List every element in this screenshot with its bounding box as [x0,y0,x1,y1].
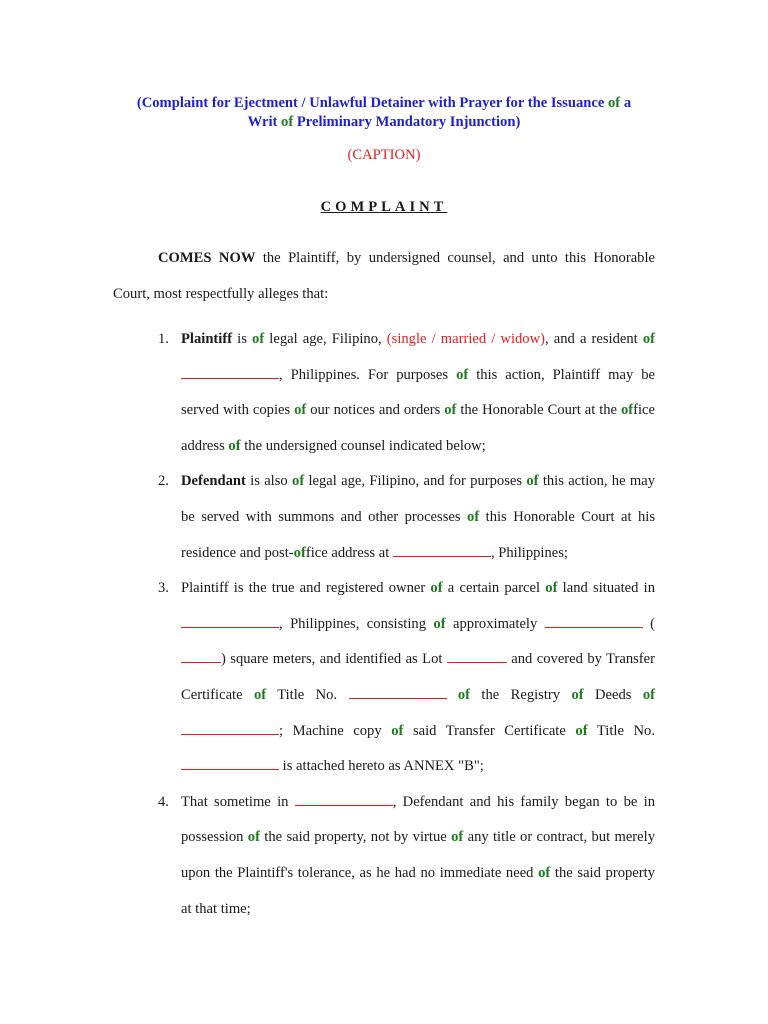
text-run: is also [245,473,293,490]
title-text-3: Writ [247,114,282,130]
text-run: this action, Plaintiff may be served with copies [181,366,655,419]
complaint-heading: COMPLAINT [320,199,448,215]
of-word: of [252,331,265,347]
date-blank[interactable] [295,793,393,806]
intro-paragraph [113,240,655,312]
text-run: is attached hereto as ANNEX "B"; [279,758,484,775]
text-run: our notices and orders [306,402,445,419]
text-run: , Philippines. For purposes [279,366,457,383]
list-item [113,785,655,927]
text-run: Plaintiff is the true and registered owner [181,580,431,597]
text-run: Deeds [583,686,643,703]
intro-bold: COMES NOW [158,250,256,266]
text-run: any title or contract, but merely upon the Plaintiff's tolerance, as he had no immediate need [181,829,655,881]
text-run: this Honorable Court at his residence and post- [181,508,656,561]
text-run: ( [650,615,655,632]
text-run: , Defendant and his family began to be in possession [181,793,655,846]
text-run: the Registry [470,686,572,703]
list-item [113,464,655,571]
text-run: Title No. [587,722,655,739]
text-run: ) square meters, and identified as Lot [221,651,447,668]
list-item [113,571,655,785]
of-word: of [642,331,656,347]
of-word: of [253,686,267,703]
lot-number-blank[interactable] [447,650,507,663]
text-run: , Philippines, consisting [279,615,434,632]
text-run: the undersigned counsel indicated below; [240,437,486,454]
text-run: the said property, not by virtue [259,829,452,846]
text-run: legal age, Filipino, and for purposes [304,473,527,490]
text-run: said Transfer Certificate [403,722,576,739]
document-title [80,94,688,132]
text-run [447,687,458,703]
list-item [113,322,655,464]
of-word: of [294,402,307,419]
of-word: of [451,829,464,846]
residence-blank[interactable] [181,366,279,379]
of-word: of [292,473,305,490]
title-number-blank[interactable] [349,686,447,699]
address-blank[interactable] [393,544,491,557]
location-blank[interactable] [181,615,279,628]
party-label: Plaintiff [181,331,233,347]
allegations-list [113,322,655,927]
text-run: the Honorable Court at the [456,402,621,419]
text-run: , Philippines; [490,544,568,561]
of-word: of [430,580,443,597]
area-number-blank[interactable] [181,650,221,663]
text-run: legal age, Filipino, [264,331,387,347]
title-text-2: a [620,95,632,111]
title-text-1: (Complaint for Ejectment / Unlawful Detainer with Prayer for the Issuance [136,95,608,111]
text-run: and covered by Transfer Certificate [181,651,656,703]
title-text-4: Preliminary Mandatory Injunction) [293,114,521,130]
of-word: of [444,402,457,419]
text-run: ; Machine copy [279,722,392,739]
title-of-2: of [281,114,294,130]
of-word: of [538,864,551,881]
text-run: is [232,331,253,347]
text-run: fice address [181,402,656,454]
text-run: a certain parcel [442,580,546,597]
of-word: of [456,366,469,383]
title-of-1: of [608,95,621,111]
of-word: of [642,686,655,703]
caption-placeholder: (CAPTION) [347,147,421,163]
of-word: of [526,473,539,490]
of-word: of [247,829,260,846]
of-word: of [467,508,480,525]
of-word: of [433,615,446,632]
text-run: this action, he may be served with summons and other processes [181,473,656,525]
of-word: of [575,722,588,739]
area-words-blank[interactable] [545,615,643,628]
of-word: of [571,686,584,703]
of-word: of [457,686,471,703]
text-run: land situated in [557,580,655,597]
of-word: of [293,544,306,561]
item-number: 4. [158,793,169,810]
text-run: the said property at that time; [181,864,655,917]
registry-blank[interactable] [181,722,279,735]
party-label: Defendant [181,473,246,490]
of-word: of [391,722,404,739]
of-word: of [228,437,241,454]
intro-text: the Plaintiff, by undersigned counsel, and unto this Honorable Court, most respectfully alleges that: [113,250,655,302]
item-number: 3. [158,580,169,597]
text-run: Title No. [266,686,349,703]
item-number: 2. [158,473,169,490]
civil-status-options: (single / married / widow) [386,331,546,347]
text-run: , and a resident [545,331,643,347]
of-word: of [545,580,558,597]
of-word: of [620,402,634,419]
text-run: fice address at [305,544,393,561]
title-copy-blank[interactable] [181,757,279,770]
text-run: approximately [445,615,545,632]
item-number: 1. [158,331,169,347]
text-run: That sometime in [181,793,295,810]
